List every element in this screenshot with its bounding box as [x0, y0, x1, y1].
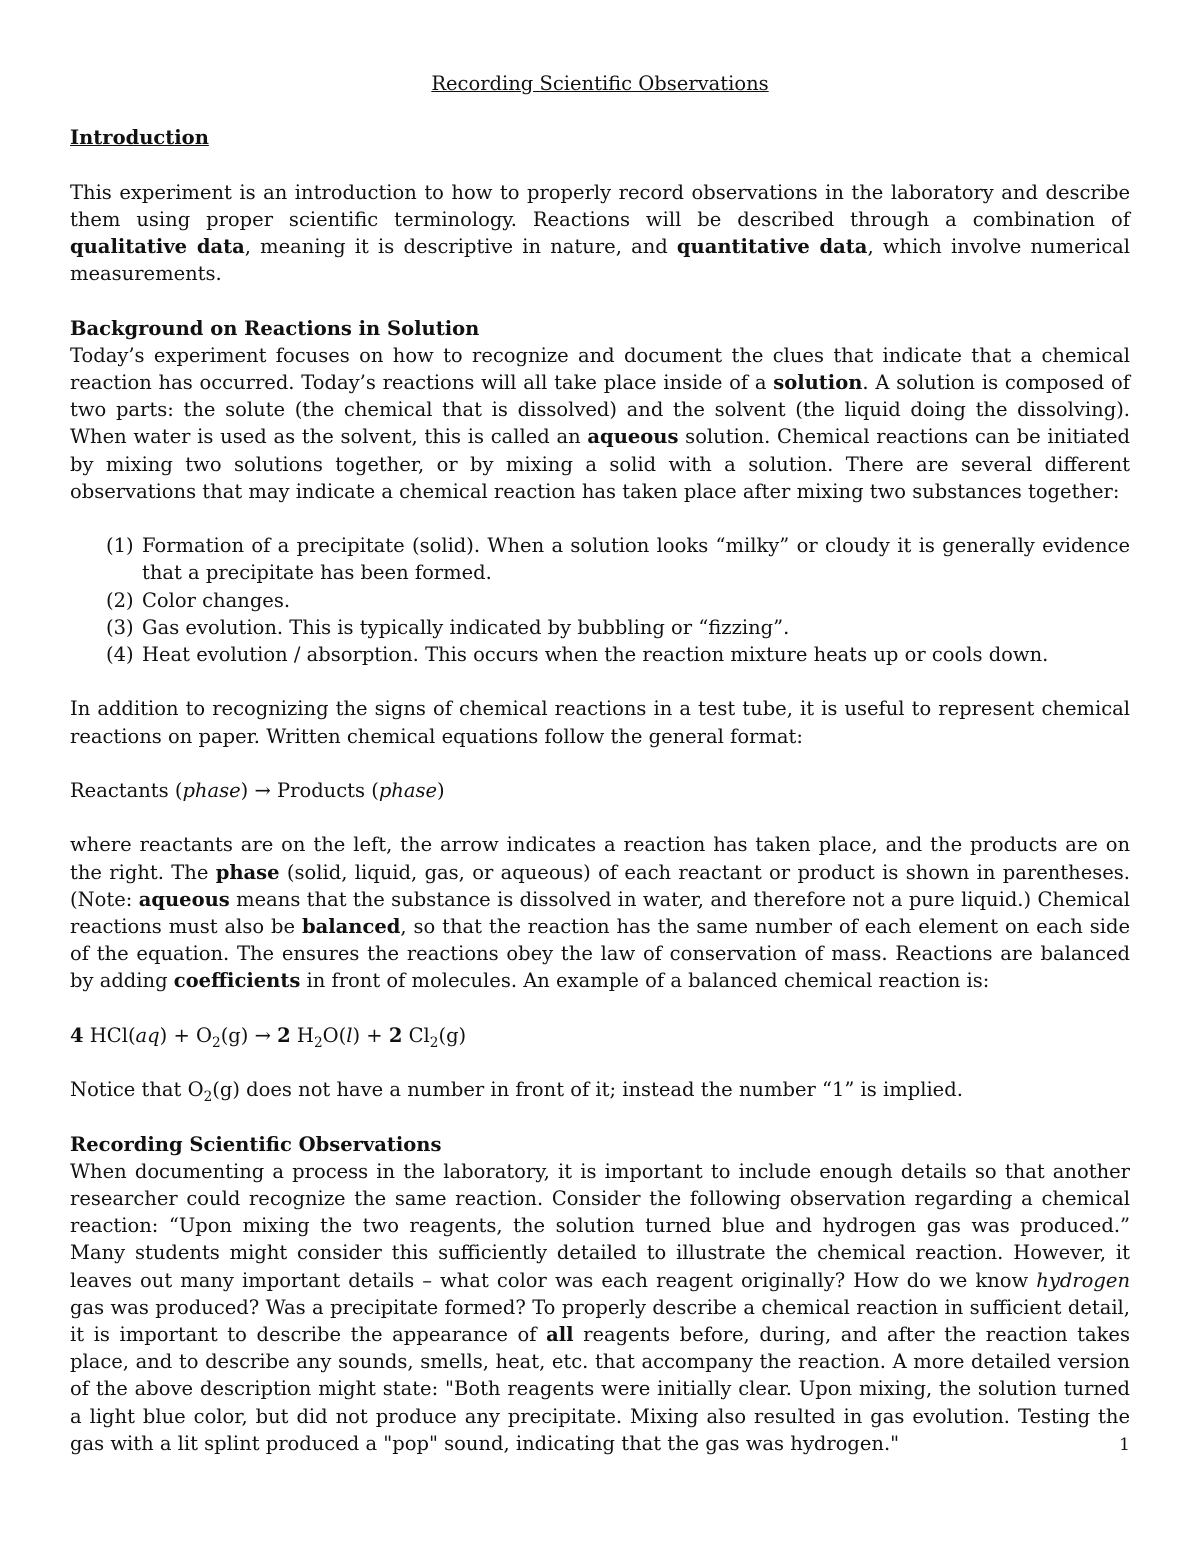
- spacer: [70, 750, 1130, 777]
- page-number: 1: [1119, 1435, 1130, 1455]
- general-format-equation: Reactants (phase) → Products (phase): [70, 779, 445, 802]
- recording-heading: Recording Scientific Observations: [70, 1132, 442, 1156]
- spacer: [70, 287, 1130, 314]
- coefficients-term: coefficients: [173, 969, 301, 993]
- recording-paragraph: When documenting a process in the laboratory, it is important to include enough details so that another researcher could recognize the same reaction. Consider the following observation regarding a chemical reaction: “Upon mixing the two reagents, the solution turned blue and hydrogen gas was produced.” Many students might consider this sufficiently detailed to illustrate the chemical reaction. However, it leaves out many important details – what color was each reagent originally? How do we know hydrogen gas was produced? Was a precipitate formed? To properly describe a chemical reaction in sufficient detail, it is important to describe the appearance of all reagents before, during, and after the reaction takes place, and to describe any sounds, smells, heat, etc. that accompany the reaction. A more detailed version of the above description might state: "Both reagents were initially clear. Upon mixing, the solution turned a light blue color, but did not produce any precipitate. Mixing also resulted in gas evolution. Testing the gas with a lit splint produced a "pop" sound, indicating that the gas was hydrogen.": [70, 1159, 1130, 1455]
- balanced-equation: 4 $HCl(aq) + O_2(g) \to 2$ $H_2O(l) + 2$ $Cl_2(g)$: [70, 1023, 467, 1051]
- addition-paragraph: In addition to recognizing the signs of chemical reactions in a test tube, it is useful to represent chemical reactions on paper. Written chemical equations follow the general format:: [70, 697, 1130, 748]
- background-paragraph: Today’s experiment focuses on how to recognize and document the clues that indicate that a chemical reaction has occurred. Today’s reactions will all take place inside of a solution. A solution is composed of two parts: the solute (the chemical that is dissolved) and the solvent (the liquid doing the dissolving). When water is used as the solvent, this is called an aqueous solution. Chemical reactions can be initiated by mixing two solutions together, or by mixing a solid with a solution. There are several different observations that may indicate a chemical reaction has taken place after mixing two substances together:: [70, 343, 1130, 503]
- hydrogen-term: hydrogen: [1036, 1268, 1130, 1292]
- spacer: [70, 995, 1130, 1022]
- list-item: (3) Gas evolution. This is typically indicated by bubbling or “fizzing”.: [106, 615, 790, 639]
- list-item: (4) Heat evolution / absorption. This occurs when the reaction mixture heats up or cools down.: [106, 643, 1049, 667]
- phase-term: phase: [215, 860, 280, 884]
- solution-term: solution: [773, 371, 863, 394]
- background-heading: Background on Reactions in Solution: [70, 316, 480, 340]
- spacer: [70, 1049, 1130, 1076]
- list-item: (2) Color changes.: [106, 588, 291, 612]
- introduction-paragraph: This experiment is an introduction to how to properly record observations in the laboratory and describe them using proper scientific terminology. Reactions will be described through a combination of qualitative data, meaning it is descriptive in nature, and quantitative data, which involve numerical measurements.: [70, 180, 1130, 286]
- spacer: [70, 668, 1130, 695]
- aqueous-term: aqueous: [587, 425, 679, 449]
- spacer: [70, 804, 1130, 831]
- quantitative-data-term: quantitative data: [676, 235, 868, 258]
- notice-paragraph: Notice that $O_2(g)$ does not have a number in front of it; instead the number “1” is implied.: [70, 1078, 963, 1106]
- document-page: [70, 70, 1130, 1457]
- list-item: (1) Formation of a precipitate (solid). When a solution looks “milky” or cloudy it is generally evidence that a precipitate has been formed.: [106, 534, 1130, 585]
- explanation-paragraph: where reactants are on the left, the arrow indicates a reaction has taken place, and the products are on the right. The phase (solid, liquid, gas, or aqueous) of each reactant or product is shown in parentheses. (Note: aqueous means that the substance is dissolved in water, and therefore not a pure liquid.) Chemical reactions must also be balanced, so that the reaction has the same number of each element on each side of the equation. The ensures the reactions obey the law of conservation of mass. Reactions are balanced by adding coefficients in front of molecules. An example of a balanced chemical reaction is:: [70, 833, 1130, 993]
- spacer: [70, 505, 1130, 532]
- spacer: [70, 1103, 1130, 1130]
- qualitative-data-term: qualitative data: [70, 235, 245, 258]
- document-title: Recording Scientific Observations: [431, 72, 769, 95]
- introduction-heading: Introduction: [70, 126, 209, 150]
- observation-list: [70, 532, 1130, 668]
- spacer: [70, 151, 1130, 178]
- aqueous-note-term: aqueous: [138, 887, 230, 911]
- all-term: all: [546, 1323, 574, 1346]
- balanced-term: balanced: [301, 915, 401, 938]
